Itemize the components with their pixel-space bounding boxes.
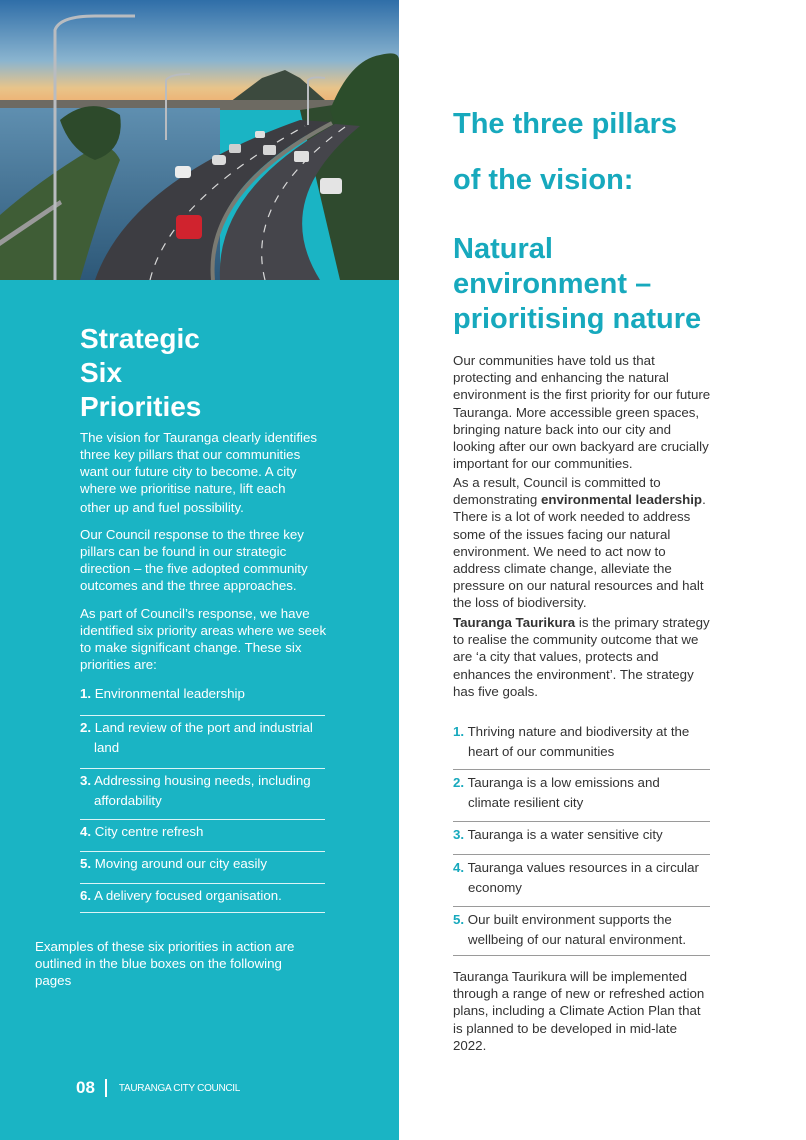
- list-item: 5. Our built environment supports the wellbeing of our natural environment.: [453, 907, 710, 956]
- page-number: 08: [76, 1078, 95, 1097]
- list-item: 1. Thriving nature and biodiversity at the heart of our communities: [453, 722, 710, 770]
- list-item: 2. Land review of the port and industrial land: [80, 716, 325, 769]
- strategic-six-priorities-heading: Strategic Six Priorities: [80, 323, 202, 422]
- list-item: 3. Tauranga is a water sensitive city: [453, 822, 710, 855]
- list-item: 3. Addressing housing needs, including affordability: [80, 769, 325, 820]
- environmental-leadership-paragraph: As a result, Council is committed to demonstrating environmental leadership. There is a lot of work needed to address some of the issues facing our natural environment. We need to act now to address climate change, alleviate the pressure on our natural resources and halt the loss of biodiversity.: [453, 475, 706, 611]
- natural-environment-heading: Natural environment – prioritising nature: [453, 233, 702, 335]
- left-panel: [0, 0, 399, 1140]
- six-priorities-list: [80, 684, 325, 913]
- priority-areas-paragraph: As part of Council’s response, we have identified six priority areas where we seek to make significant change. These six priorities are:: [80, 606, 327, 672]
- organisation-name: TAURANGA CITY COUNCIL: [118, 1082, 241, 1094]
- list-item: 4. City centre refresh: [80, 820, 325, 852]
- communities-paragraph: Our communities have told us that protecting and enhancing the natural environment is the first priority for our future Tauranga. More accessible green spaces, bringing nature back into our city and looking after our own backyard are crucially important for our communities.: [453, 353, 711, 472]
- council-response-paragraph: Our Council response to the three key pillars can be found in our strategic direction – the five adopted community outcomes and the three approaches.: [80, 527, 308, 593]
- tauranga-taurikura-paragraph: Tauranga Taurikura is the primary strategy to realise the community outcome that we are ‘a city that values, protects and enhances the environment’. The strategy has five goals.: [453, 615, 710, 699]
- list-item: 2. Tauranga is a low emissions and climate resilient city: [453, 770, 710, 822]
- list-item: 6. A delivery focused organisation.: [80, 884, 325, 913]
- examples-note: Examples of these six priorities in action are outlined in the blue boxes on the following pages: [35, 939, 295, 988]
- vision-intro-paragraph: The vision for Tauranga clearly identifies three key pillars that our communities want our future city to become. A city where we prioritise nature, lift each other up and fuel possibility.: [80, 430, 318, 515]
- list-item: 4. Tauranga values resources in a circular economy: [453, 855, 710, 907]
- list-item: 5. Moving around our city easily: [80, 852, 325, 884]
- motorway-photo: [0, 0, 399, 280]
- three-pillars-title: The three pillars of the vision:: [453, 108, 678, 196]
- page-footer: [76, 1078, 240, 1098]
- implementation-paragraph: Tauranga Taurikura will be implemented through a range of new or refreshed action plans, including a Climate Action Plan that is planned to be developed in mid-late 2022.: [453, 969, 705, 1053]
- list-item: 1. Environmental leadership: [80, 684, 325, 716]
- footer-divider: [105, 1079, 107, 1097]
- five-goals-list: [453, 722, 710, 956]
